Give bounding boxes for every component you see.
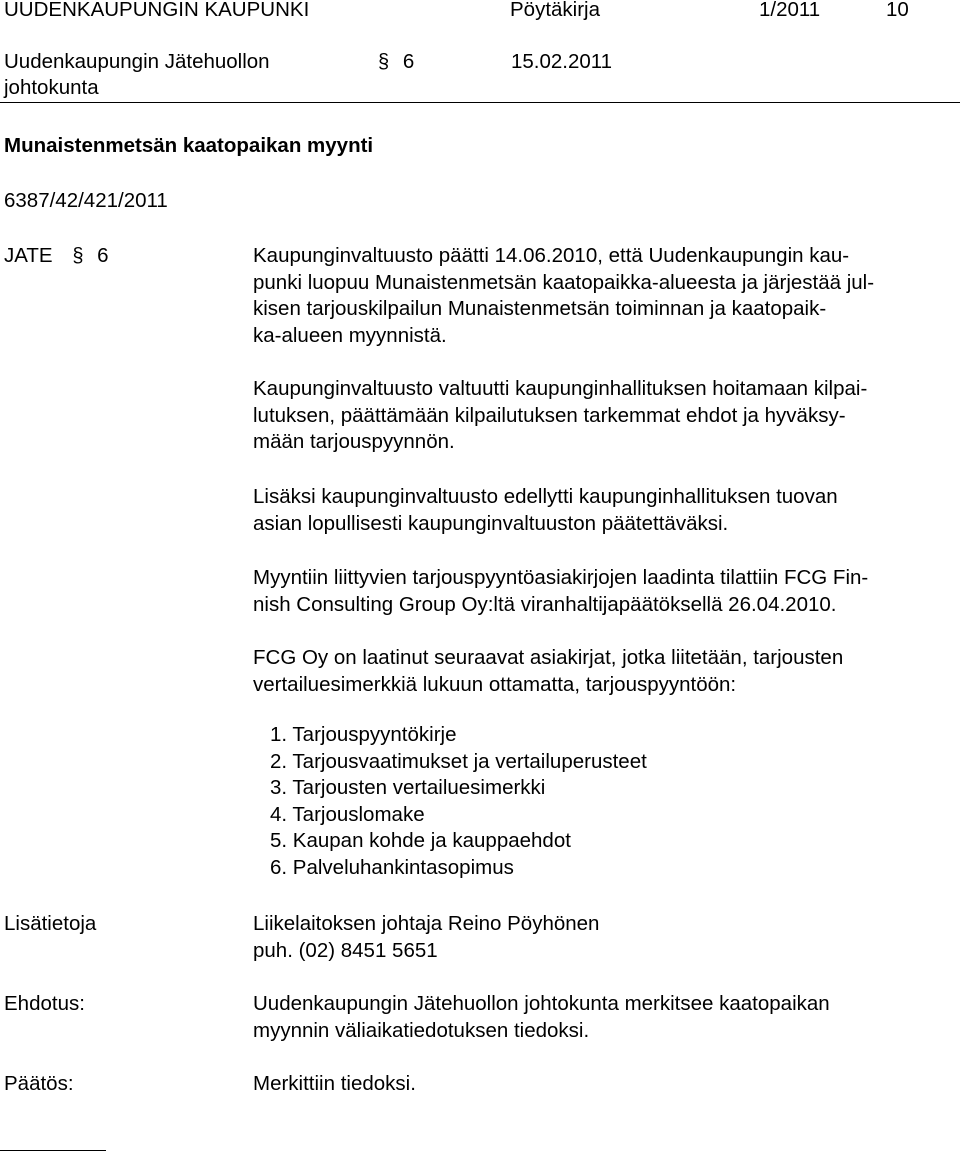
paragraph-4 — [253, 565, 953, 618]
header-section — [378, 49, 414, 75]
organization-name: UUDENKAUPUNGIN KAUPUNKI — [4, 0, 310, 21]
info-label: Lisätietoja — [4, 912, 97, 935]
list-item: 1. Tarjouspyyntökirje — [270, 723, 457, 746]
paragraph-line: Myyntiin liittyvien tarjouspyyntöasiakirjojen laadinta tilattiin FCG Fin- — [253, 566, 869, 589]
document-number: 1/2011 — [759, 0, 821, 21]
footer-divider — [0, 1150, 106, 1151]
item-title: Munaistenmetsän kaatopaikan myynti — [4, 134, 374, 157]
list-item: 5. Kaupan kohde ja kauppaehdot — [270, 829, 571, 852]
paragraph-line: mään tarjouspyynnön. — [253, 430, 455, 453]
record-number: 6387/42/421/2011 — [4, 189, 168, 212]
paragraph-1 — [253, 243, 953, 349]
proposal-text-line1: Uudenkaupungin Jätehuollon johtokunta merkitsee kaatopaikan — [253, 992, 830, 1015]
paragraph-3 — [253, 484, 953, 537]
paragraph-line: Kaupunginvaltuusto valtuutti kaupunginhallituksen hoitamaan kilpai- — [253, 377, 868, 400]
page-number: 10 — [886, 0, 909, 21]
list-item: 4. Tarjouslomake — [270, 802, 425, 826]
body-name-line2: johtokunta — [4, 76, 99, 99]
info-phone: puh. (02) 8451 5651 — [253, 939, 438, 962]
list-item: 2. Tarjousvaatimukset ja vertailuperusteet — [270, 749, 647, 773]
document-list — [270, 722, 647, 881]
section-number: 6 — [402, 50, 415, 73]
list-item: 3. Tarjousten vertailuesimerkki — [270, 776, 546, 799]
paragraph-line: nish Consulting Group Oy:ltä viranhaltijapäätöksellä 26.04.2010. — [253, 592, 837, 616]
section-symbol: § — [378, 51, 390, 73]
info-contact-name: Liikelaitoksen johtaja Reino Pöyhönen — [253, 912, 600, 935]
meeting-date: 15.02.2011 — [511, 50, 613, 73]
jate-label: JATE — [4, 244, 53, 267]
proposal-label: Ehdotus: — [4, 992, 85, 1015]
paragraph-2 — [253, 376, 953, 456]
paragraph-5 — [253, 645, 953, 698]
paragraph-line: vertailuesimerkkiä lukuun ottamatta, tarjouspyyntöön: — [253, 672, 737, 696]
paragraph-line: Lisäksi kaupunginvaltuusto edellytti kaupunginhallituksen tuovan — [253, 485, 838, 508]
jate-section-number: 6 — [97, 244, 109, 267]
paragraph-line: kisen tarjouskilpailun Munaistenmetsän toiminnan ja kaatopaik- — [253, 297, 827, 320]
header-divider — [0, 102, 960, 103]
decision-text: Merkittiin tiedoksi. — [253, 1072, 416, 1095]
paragraph-line: asian lopullisesti kaupunginvaltuuston päätettäväksi. — [253, 511, 729, 535]
paragraph-line: punki luopuu Munaistenmetsän kaatopaikka-alueesta ja järjestää jul- — [253, 270, 875, 294]
paragraph-line: FCG Oy on laatinut seuraavat asiakirjat, jotka liitetään, tarjousten — [253, 646, 844, 669]
paragraph-line: ka-alueen myynnistä. — [253, 323, 447, 347]
document-type: Pöytäkirja — [510, 0, 601, 21]
proposal-text-line2: myynnin väliaikatiedotuksen tiedoksi. — [253, 1019, 590, 1042]
decision-label: Päätös: — [4, 1072, 74, 1095]
jate-section-symbol: § — [72, 245, 84, 267]
paragraph-line: lutuksen, päättämään kilpailutuksen tarkemmat ehdot ja hyväksy- — [253, 403, 846, 427]
jate-reference — [4, 243, 109, 269]
body-name-line1: Uudenkaupungin Jätehuollon — [4, 50, 270, 73]
paragraph-line: Kaupunginvaltuusto päätti 14.06.2010, että Uudenkaupungin kau- — [253, 244, 850, 267]
list-item: 6. Palveluhankintasopimus — [270, 855, 514, 879]
